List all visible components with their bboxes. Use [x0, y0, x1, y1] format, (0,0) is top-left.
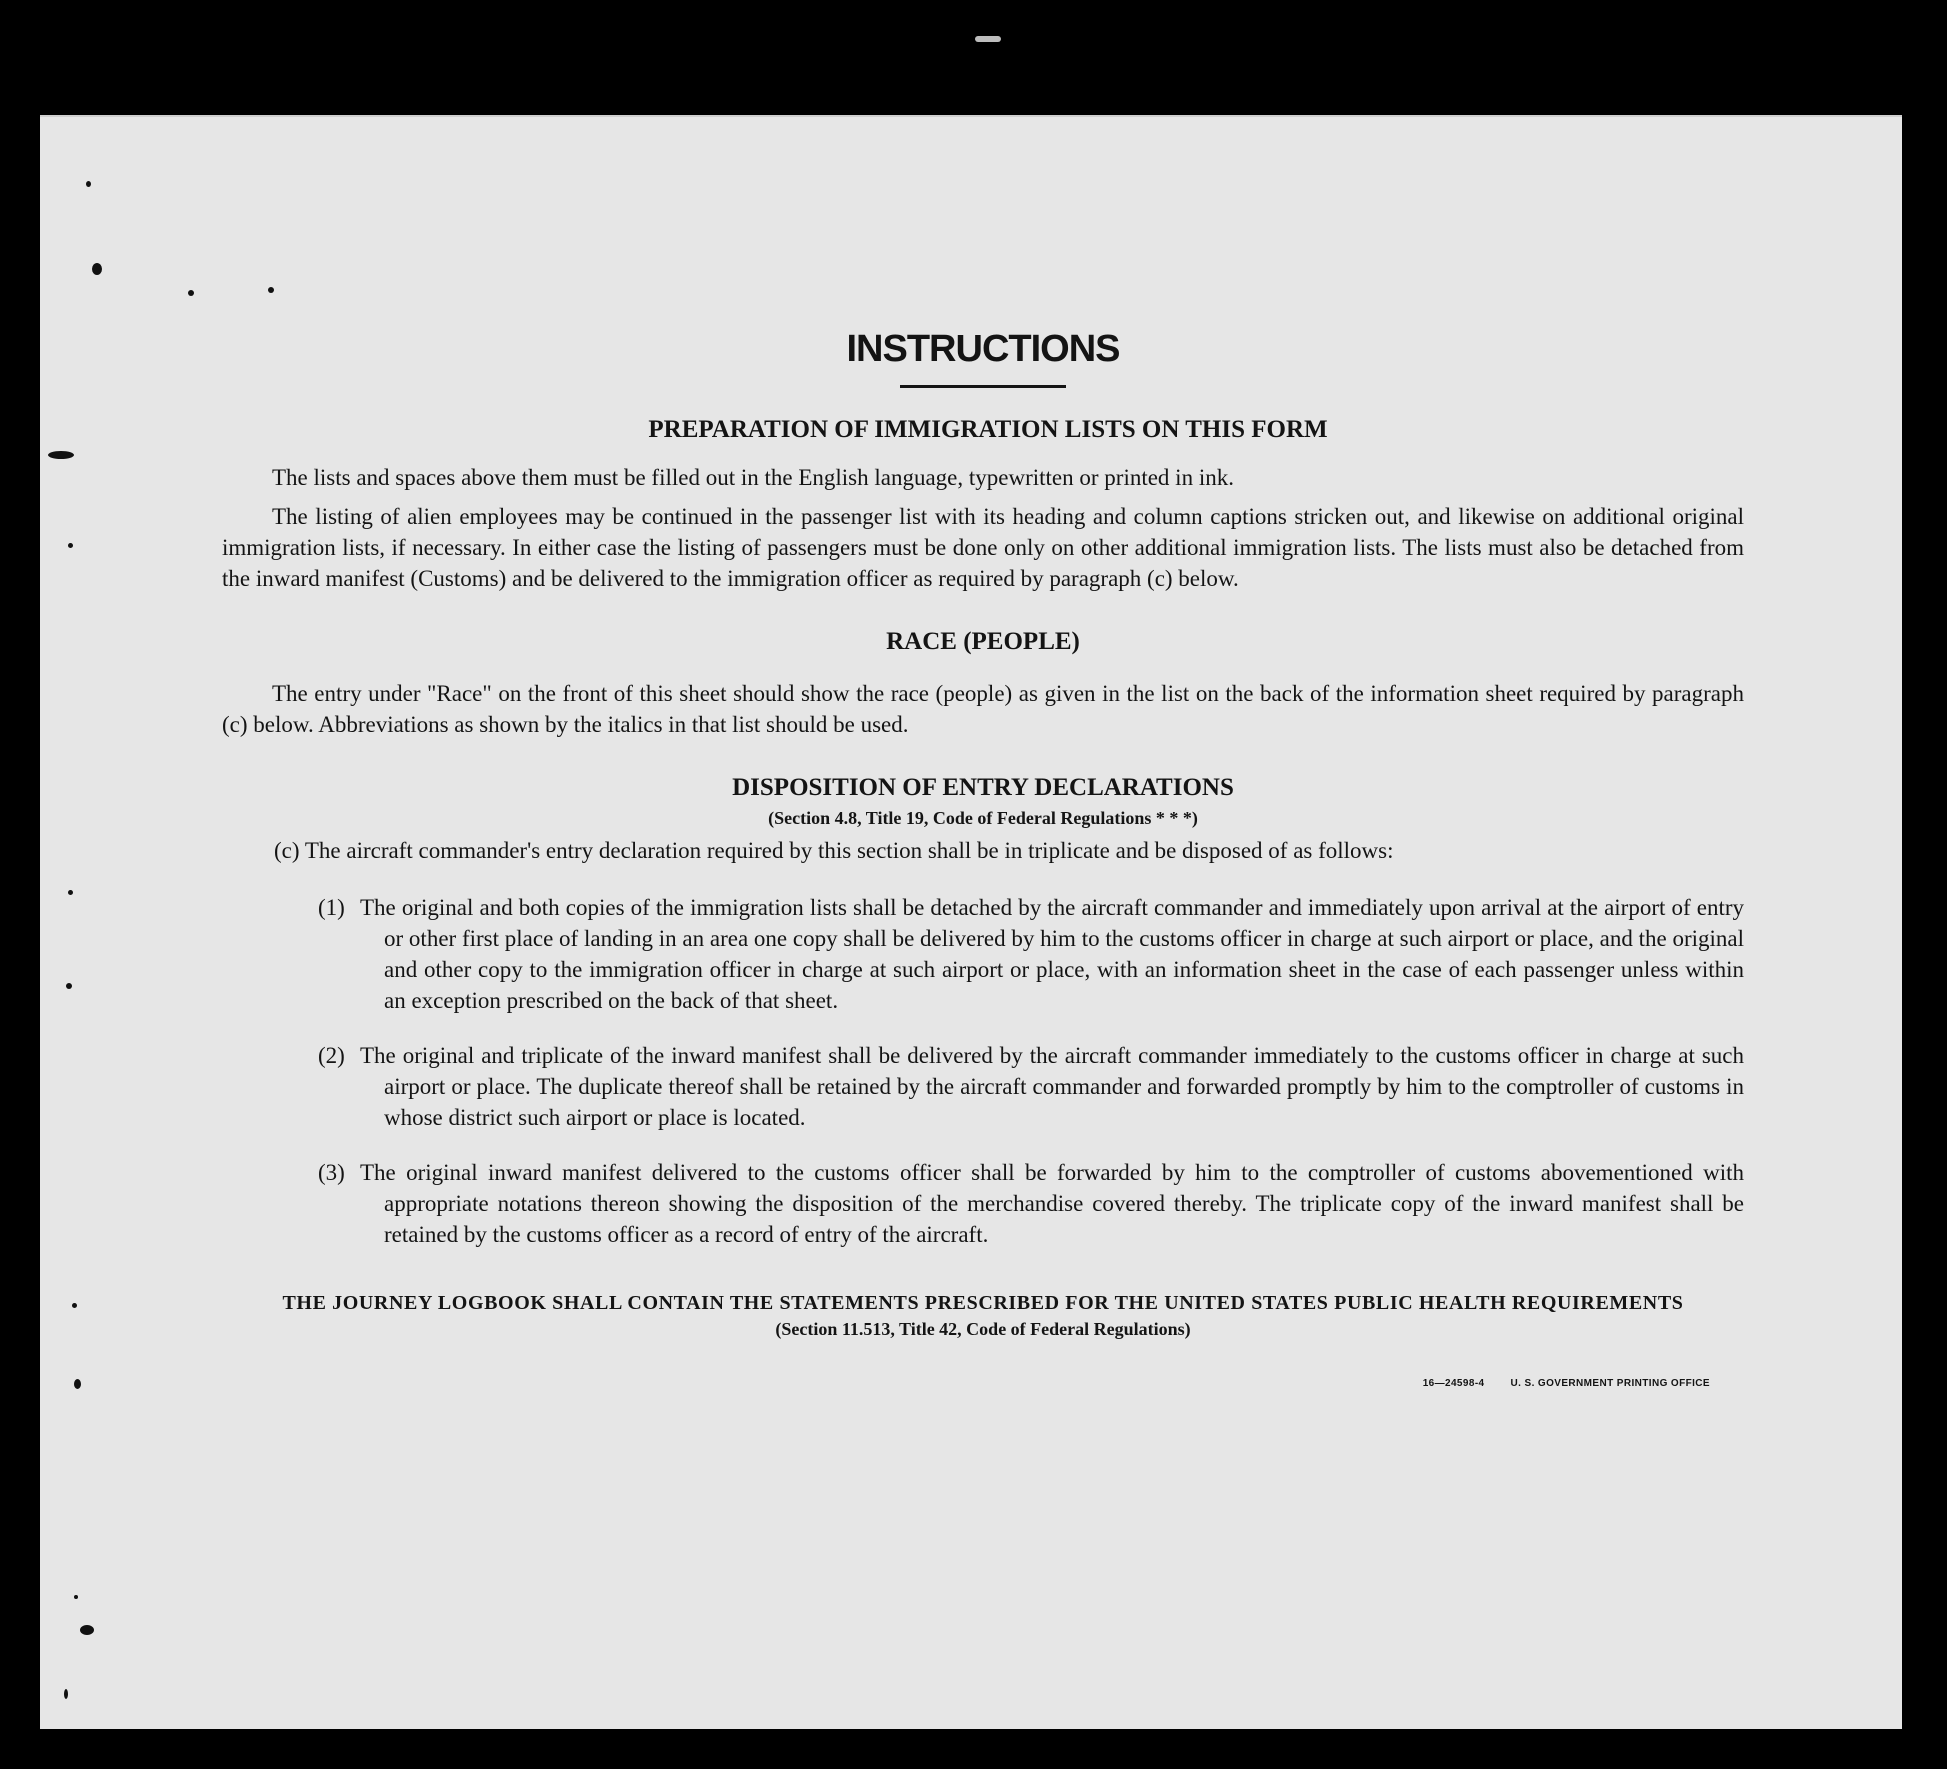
punch-mark — [68, 543, 73, 548]
race-paragraph: The entry under "Race" on the front of this sheet should show the race (people) as given in the list on the back of the information sheet required by paragraph (c) below. Abbreviations as shown by the italics in that list should be used. — [222, 681, 1744, 737]
list-item-text: The original and triplicate of the inward manifest shall be delivered by the aircraft commander immediately to the customs officer in charge at such airport or place. The duplicate thereof shall be retained by the aircraft commander and forwarded promptly by him to the comptroller of customs in whose district such airport or place is located. — [360, 1043, 1744, 1130]
punch-mark — [80, 1625, 94, 1635]
footer-citation: (Section 11.513, Title 42, Code of Federal Regulations) — [775, 1319, 1191, 1339]
punch-mark — [66, 983, 72, 989]
punch-mark — [92, 263, 102, 275]
punch-mark — [74, 1595, 78, 1599]
list-item-number: (1) — [318, 895, 345, 920]
punch-mark — [64, 1689, 68, 1699]
disposition-intro: (c) The aircraft commander's entry declaration required by this section shall be in triplicate and be disposed of as follows: — [274, 838, 1394, 863]
punch-mark — [188, 290, 194, 296]
list-item-number: (2) — [318, 1043, 345, 1068]
title-underline — [900, 385, 1066, 388]
punch-mark — [68, 890, 73, 895]
list-item — [222, 1040, 1744, 1133]
list-item-text: The original and both copies of the immigration lists shall be detached by the aircraft commander and immediately upon arrival at the airport of entry or other first place of landing in an area one copy shall be delivered by him to the customs officer in charge at such airport or place, and the original and other copy to the immigration officer in charge at such airport or place, with an information sheet in the case of each passenger unless within an exception prescribed on the back of that sheet. — [360, 895, 1744, 1013]
punch-mark — [48, 451, 74, 459]
section-heading-race: RACE (PEOPLE) — [886, 628, 1080, 655]
section-heading-preparation: PREPARATION OF IMMIGRATION LISTS ON THIS FORM — [648, 416, 1328, 443]
list-item — [222, 892, 1744, 1016]
form-number: 16—24598-4 — [1422, 1378, 1485, 1389]
preparation-paragraph: The lists and spaces above them must be filled out in the English language, typewritten or printed in ink. — [272, 465, 1234, 490]
preparation-paragraph: The listing of alien employees may be continued in the passenger list with its heading and column captions stricken out, and likewise on additional original immigration lists, if necessary. In either case the listing of passengers must be done only on other additional immigration lists. The lists must also be detached from the inward manifest (Customs) and be delivered to the immigration officer as required by paragraph (c) below. — [222, 504, 1744, 591]
document-content — [222, 218, 1744, 1389]
punch-mark — [74, 1379, 81, 1389]
list-item-number: (3) — [318, 1160, 345, 1185]
section-heading-disposition: DISPOSITION OF ENTRY DECLARATIONS — [732, 774, 1234, 801]
printer-name: U. S. GOVERNMENT PRINTING OFFICE — [1510, 1378, 1710, 1389]
punch-mark — [72, 1303, 77, 1308]
printer-imprint — [1423, 1378, 1710, 1389]
list-item-text: The original inward manifest delivered to the customs officer shall be forwarded by him to the comptroller of customs abovementioned with appropriate notations thereon showing the disposition of the merchandise covered thereby. The triplicate copy of the inward manifest shall be retained by the customs officer as a record of entry of the aircraft. — [360, 1160, 1744, 1247]
list-item — [222, 1157, 1744, 1250]
punch-mark — [86, 181, 91, 187]
disposition-citation: (Section 4.8, Title 19, Code of Federal Regulations * * *) — [768, 808, 1198, 828]
footer-heading: THE JOURNEY LOGBOOK SHALL CONTAIN THE STATEMENTS PRESCRIBED FOR THE UNITED STATES PUBLIC HEALTH REQUIREMENTS — [282, 1292, 1684, 1314]
page-title: INSTRUCTIONS — [846, 328, 1120, 370]
scan-artifact — [975, 36, 1001, 42]
